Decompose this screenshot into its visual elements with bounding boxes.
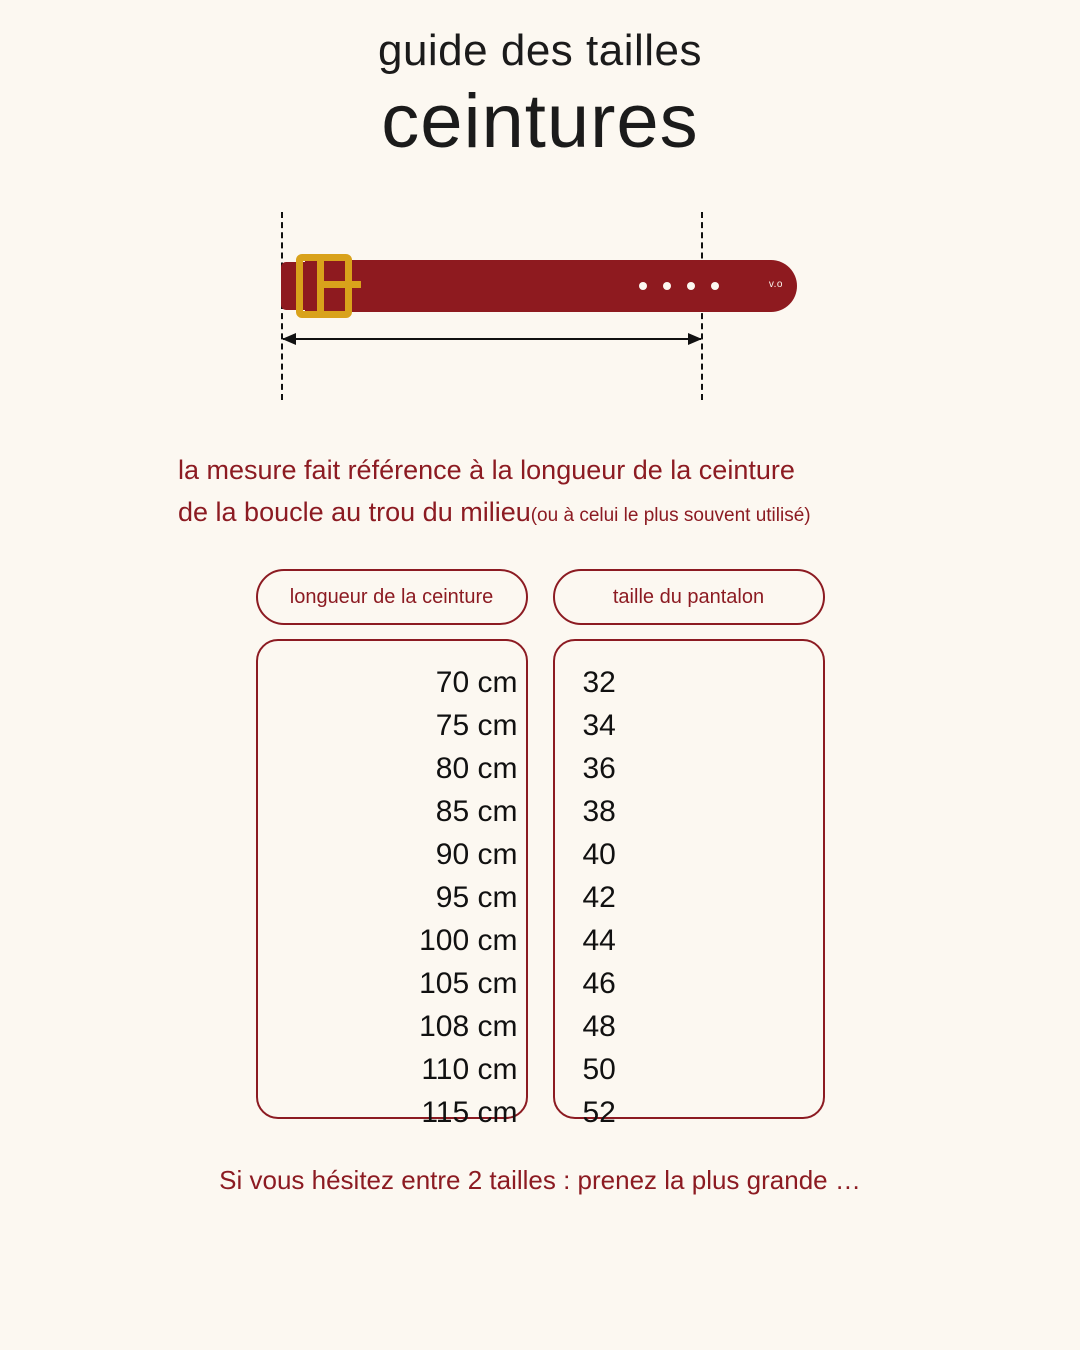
table-cell-size: 46: [582, 967, 616, 1001]
caption-line-1: la mesure fait référence à la longueur de la ceinture: [178, 454, 795, 485]
caption-note: (ou à celui le plus souvent utilisé): [530, 504, 811, 526]
belt-hole-icon: [711, 282, 719, 290]
column-trouser-size: [553, 569, 825, 1130]
table-cell-size: 50: [582, 1053, 616, 1087]
belt-holes: [639, 282, 735, 290]
table-cell-size: 52: [582, 1096, 616, 1130]
belt-strap: [305, 260, 797, 312]
size-table: [0, 569, 1080, 1130]
table-cell-length: 105 cm: [419, 967, 518, 1001]
page-subtitle: guide des tailles: [377, 26, 703, 75]
page-title: ceintures: [381, 78, 699, 164]
table-cell-length: 80 cm: [435, 752, 518, 786]
table-cell-length: 108 cm: [419, 1010, 518, 1044]
table-cell-length: 95 cm: [435, 881, 518, 915]
column-header-trouser-size: taille du pantalon: [553, 569, 825, 625]
measurement-caption: [0, 450, 1080, 534]
table-cell-size: 34: [582, 709, 616, 743]
footer-note: Si vous hésitez entre 2 tailles : prenez la plus grande …: [219, 1165, 861, 1196]
measurement-arrow: [283, 338, 701, 340]
table-cell-length: 70 cm: [435, 666, 518, 700]
belt-hole-icon: [687, 282, 695, 290]
table-cell-size: 40: [582, 838, 616, 872]
column-body-belt-length: [256, 639, 528, 1130]
column-body-trouser-size: [553, 639, 825, 1130]
table-cell-size: 44: [582, 924, 616, 958]
belt-hole-icon: [639, 282, 647, 290]
table-cell-size: 38: [582, 795, 616, 829]
table-cell-size: 36: [582, 752, 616, 786]
belt-buckle-tongue: [321, 281, 361, 288]
table-cell-size: 48: [582, 1010, 616, 1044]
belt-logo: v.o: [768, 278, 783, 290]
belt-illustration: [281, 260, 797, 312]
table-cell-length: 85 cm: [435, 795, 518, 829]
belt-hole-icon: [663, 282, 671, 290]
belt-diagram: [0, 212, 1080, 432]
arrow-head-right-icon: [688, 333, 702, 345]
table-cell-length: 90 cm: [435, 838, 518, 872]
caption-line-2: de la boucle au trou du milieu: [178, 496, 531, 527]
page-header: [0, 0, 1080, 164]
column-header-belt-length: longueur de la ceinture: [256, 569, 528, 625]
table-cell-length: 110 cm: [421, 1053, 518, 1087]
column-belt-length: [256, 569, 528, 1130]
table-cell-length: 100 cm: [419, 924, 518, 958]
table-cell-size: 32: [582, 666, 616, 700]
table-cell-length: 115 cm: [421, 1096, 518, 1130]
table-cell-length: 75 cm: [435, 709, 518, 743]
table-cell-size: 42: [582, 881, 616, 915]
arrow-head-left-icon: [282, 333, 296, 345]
